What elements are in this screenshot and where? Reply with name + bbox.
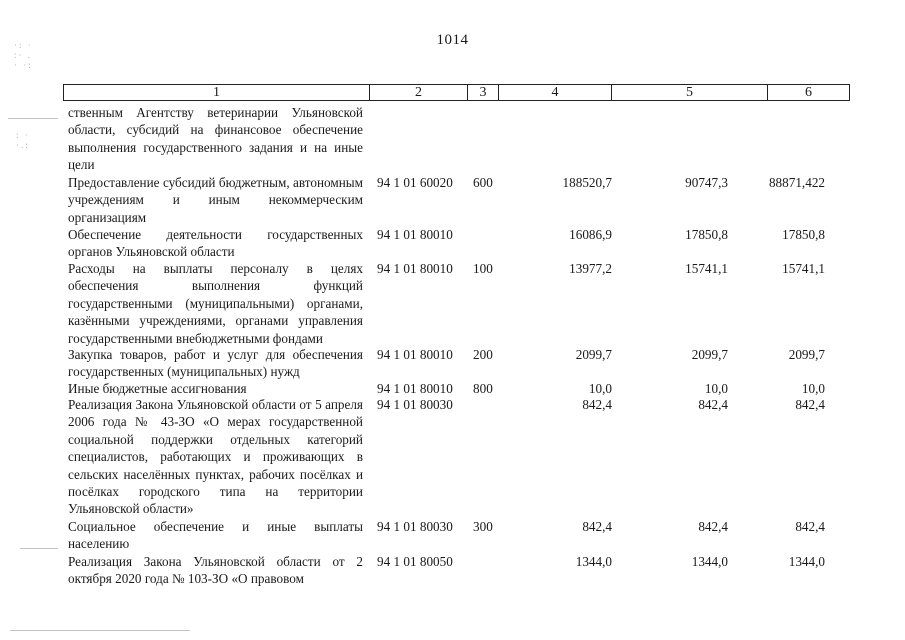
row-description: Реализация Закона Ульяновской области от 5 апреля 2006 года № 43-ЗО «О мерах государственной социальной поддержки отдельных категорий специалистов, работающих и проживающих в сельских населённых пунктах, рабочих посёлках и посёлках городского типа на территории Ульяновской области» bbox=[68, 397, 363, 517]
row-expense-type: 300 bbox=[473, 519, 493, 534]
scan-artifact: ·: · :· . · ·: bbox=[14, 40, 33, 70]
row-description: Иные бюджетные ассигнования bbox=[68, 381, 247, 396]
row-value-col6: 15741,1 bbox=[782, 261, 825, 276]
row-expense-type: 800 bbox=[473, 381, 493, 396]
row-value-col5: 15741,1 bbox=[685, 261, 728, 276]
row-code: 94 1 01 60020 bbox=[377, 175, 453, 190]
row-value-col4: 16086,9 bbox=[569, 227, 612, 242]
row-description: Обеспечение деятельности государственных органов Ульяновской области bbox=[68, 227, 363, 260]
row-value-col5: 1344,0 bbox=[691, 554, 728, 569]
row-code: 94 1 01 80030 bbox=[377, 519, 453, 534]
row-value-col4: 188520,7 bbox=[562, 175, 612, 190]
row-value-col5: 842,4 bbox=[698, 397, 728, 412]
row-value-col5: 842,4 bbox=[698, 519, 728, 534]
header-col-2: 2 bbox=[370, 85, 468, 100]
scan-artifact: : · ·.: bbox=[16, 130, 30, 150]
page-number: 1014 bbox=[436, 32, 469, 48]
row-value-col4: 1344,0 bbox=[575, 554, 612, 569]
row-value-col5: 2099,7 bbox=[691, 347, 728, 362]
header-col-6: 6 bbox=[805, 85, 812, 100]
scan-artifact bbox=[10, 630, 190, 631]
row-value-col6: 842,4 bbox=[795, 519, 825, 534]
row-value-col6: 10,0 bbox=[801, 381, 825, 396]
row-code: 94 1 01 80010 bbox=[377, 381, 453, 396]
row-description: Реализация Закона Ульяновской области от 2 октября 2020 года № 103-ЗО «О правовом bbox=[68, 554, 363, 587]
row-description: Расходы на выплаты персоналу в целях обеспечения выполнения функций государственными (муниципальными) органами, казёнными учреждениями, органами управления государственными внебюджетными фондами bbox=[68, 261, 363, 346]
header-col-4: 4 bbox=[499, 85, 612, 100]
row-value-col6: 1344,0 bbox=[788, 554, 825, 569]
scan-artifact bbox=[8, 118, 58, 119]
row-expense-type: 600 bbox=[473, 175, 493, 190]
row-description: Социальное обеспечение и иные выплаты населению bbox=[68, 519, 363, 552]
row-value-col6: 17850,8 bbox=[782, 227, 825, 242]
row-description: ственным Агентству ветеринарии Ульяновской области, субсидий на финансовое обеспечение выполнения государственного задания и на иные цели bbox=[68, 105, 363, 173]
table-header bbox=[63, 84, 850, 101]
row-value-col4: 2099,7 bbox=[575, 347, 612, 362]
row-value-col4: 842,4 bbox=[582, 519, 612, 534]
header-col-1: 1 bbox=[64, 85, 370, 100]
row-value-col6: 88871,422 bbox=[768, 175, 825, 190]
row-value-col4: 10,0 bbox=[588, 381, 612, 396]
row-value-col6: 2099,7 bbox=[788, 347, 825, 362]
row-expense-type: 100 bbox=[473, 261, 493, 276]
row-description: Закупка товаров, работ и услуг для обеспечения государственных (муниципальных) нужд bbox=[68, 347, 363, 380]
row-value-col4: 13977,2 bbox=[569, 261, 612, 276]
row-expense-type: 200 bbox=[473, 347, 493, 362]
row-code: 94 1 01 80030 bbox=[377, 397, 453, 412]
row-code: 94 1 01 80010 bbox=[377, 261, 453, 276]
header-col-5: 5 bbox=[612, 85, 768, 100]
row-code: 94 1 01 80010 bbox=[377, 347, 453, 362]
row-code: 94 1 01 80010 bbox=[377, 227, 453, 242]
scan-artifact bbox=[20, 548, 58, 549]
row-value-col5: 90747,3 bbox=[685, 175, 728, 190]
row-code: 94 1 01 80050 bbox=[377, 554, 453, 569]
row-value-col5: 17850,8 bbox=[685, 227, 728, 242]
row-value-col6: 842,4 bbox=[795, 397, 825, 412]
row-description: Предоставление субсидий бюджетным, автономным учреждениям и иным некоммерческим организациям bbox=[68, 175, 363, 225]
row-value-col4: 842,4 bbox=[582, 397, 612, 412]
header-col-3: 3 bbox=[468, 85, 499, 100]
row-value-col5: 10,0 bbox=[704, 381, 728, 396]
